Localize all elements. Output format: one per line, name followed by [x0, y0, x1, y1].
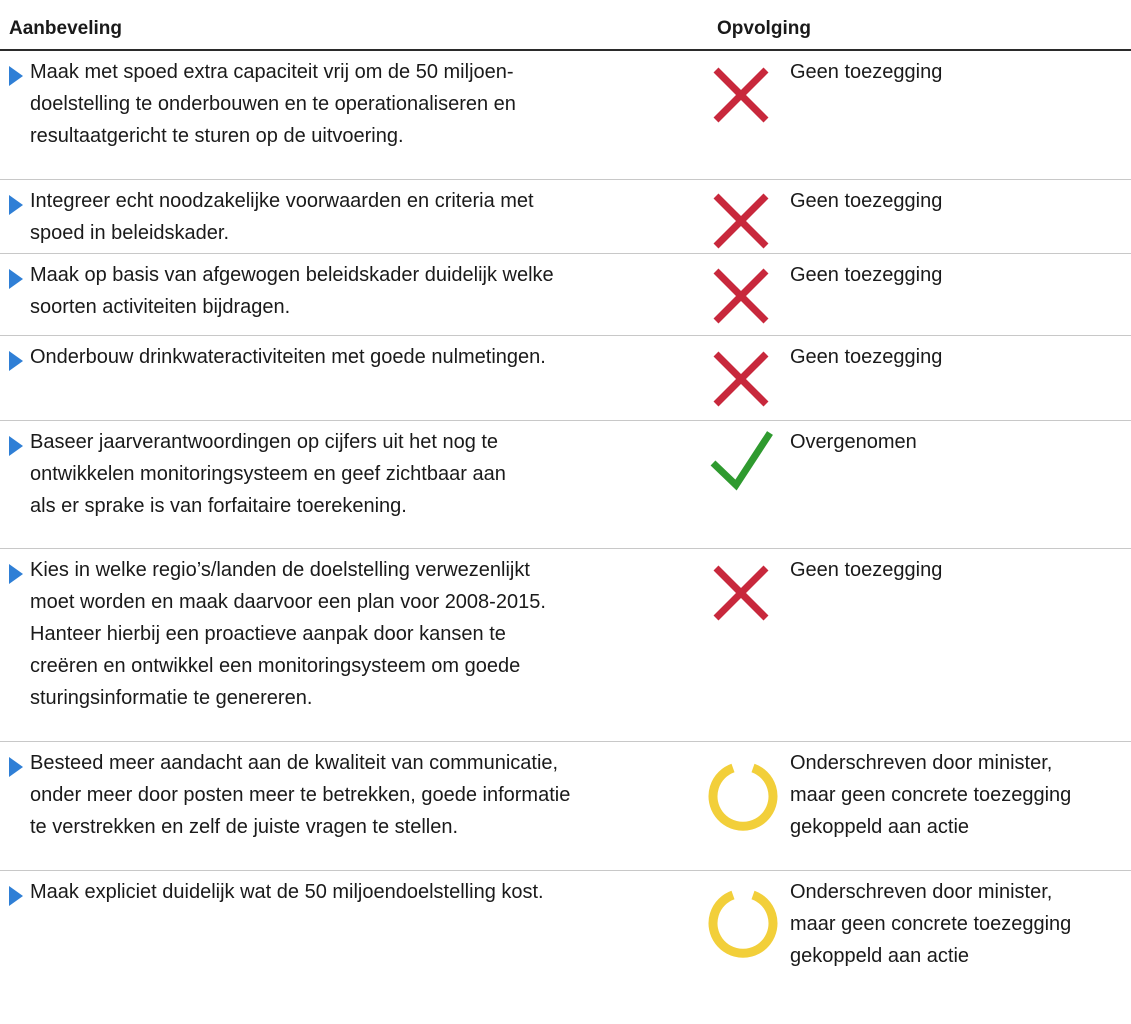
table-header: [0, 0, 1131, 51]
table-row: [0, 742, 1131, 871]
cross-icon: [708, 346, 774, 412]
bullet-arrow-icon: [9, 564, 23, 584]
recommendation-text: Integreer echt noodzakelijke voorwaarden en criteria met spoed in beleidskader.: [30, 190, 534, 244]
partial-circle-icon: [708, 888, 778, 958]
status-text: Geen toezegging: [790, 264, 943, 286]
check-icon: [708, 427, 774, 493]
status-text: Geen toezegging: [790, 559, 943, 581]
status-text: Overgenomen: [790, 431, 917, 453]
cross-icon: [708, 62, 774, 128]
header-recommendation: Aanbeveling: [9, 18, 122, 39]
bullet-arrow-icon: [9, 66, 23, 86]
table-row: [0, 421, 1131, 549]
recommendation-text: Besteed meer aandacht aan de kwaliteit van communicatie, onder meer door posten meer te betrekken, goede informatie te verstrekken en zelf de juiste vragen te stellen.: [30, 752, 571, 838]
recommendation-text: Maak op basis van afgewogen beleidskader duidelijk welke soorten activiteiten bijdragen.: [30, 264, 554, 318]
status-text: Geen toezegging: [790, 190, 943, 212]
recommendation-text: Baseer jaarverantwoordingen op cijfers uit het nog te ontwikkelen monitoringsysteem en geef zichtbaar aan als er sprake is van forfaitaire toerekening.: [30, 431, 506, 517]
table-row: [0, 51, 1131, 180]
bullet-arrow-icon: [9, 886, 23, 906]
table-row: [0, 180, 1131, 254]
bullet-arrow-icon: [9, 269, 23, 289]
status-text: Onderschreven door minister, maar geen concrete toezegging gekoppeld aan actie: [790, 752, 1072, 838]
bullet-arrow-icon: [9, 757, 23, 777]
cross-icon: [708, 560, 774, 626]
recommendation-text: Onderbouw drinkwateractiviteiten met goede nulmetingen.: [30, 346, 546, 368]
cross-icon: [708, 188, 774, 254]
bullet-arrow-icon: [9, 195, 23, 215]
status-text: Onderschreven door minister, maar geen concrete toezegging gekoppeld aan actie: [790, 881, 1072, 967]
bullet-arrow-icon: [9, 436, 23, 456]
recommendation-text: Maak met spoed extra capaciteit vrij om de 50 miljoen- doelstelling te onderbouwen en te operationaliseren en resultaatgericht te sturen op de uitvoering.: [30, 61, 516, 147]
table-row: [0, 254, 1131, 336]
cross-icon: [708, 263, 774, 329]
recommendation-text: Kies in welke regio’s/landen de doelstelling verwezenlijkt moet worden en maak daarvoor een plan voor 2008-2015. Hanteer hierbij een proactieve aanpak door kansen te creëren en ontwikkel een monitoringsysteem om goede sturingsinformatie te genereren.: [30, 559, 546, 709]
status-text: Geen toezegging: [790, 346, 943, 368]
recommendation-text: Maak expliciet duidelijk wat de 50 miljoendoelstelling kost.: [30, 881, 544, 903]
partial-circle-icon: [708, 761, 778, 831]
status-text: Geen toezegging: [790, 61, 943, 83]
header-follow-up: Opvolging: [717, 18, 811, 39]
table-row: [0, 549, 1131, 742]
table-row: [0, 871, 1131, 1012]
bullet-arrow-icon: [9, 351, 23, 371]
table-row: [0, 336, 1131, 421]
